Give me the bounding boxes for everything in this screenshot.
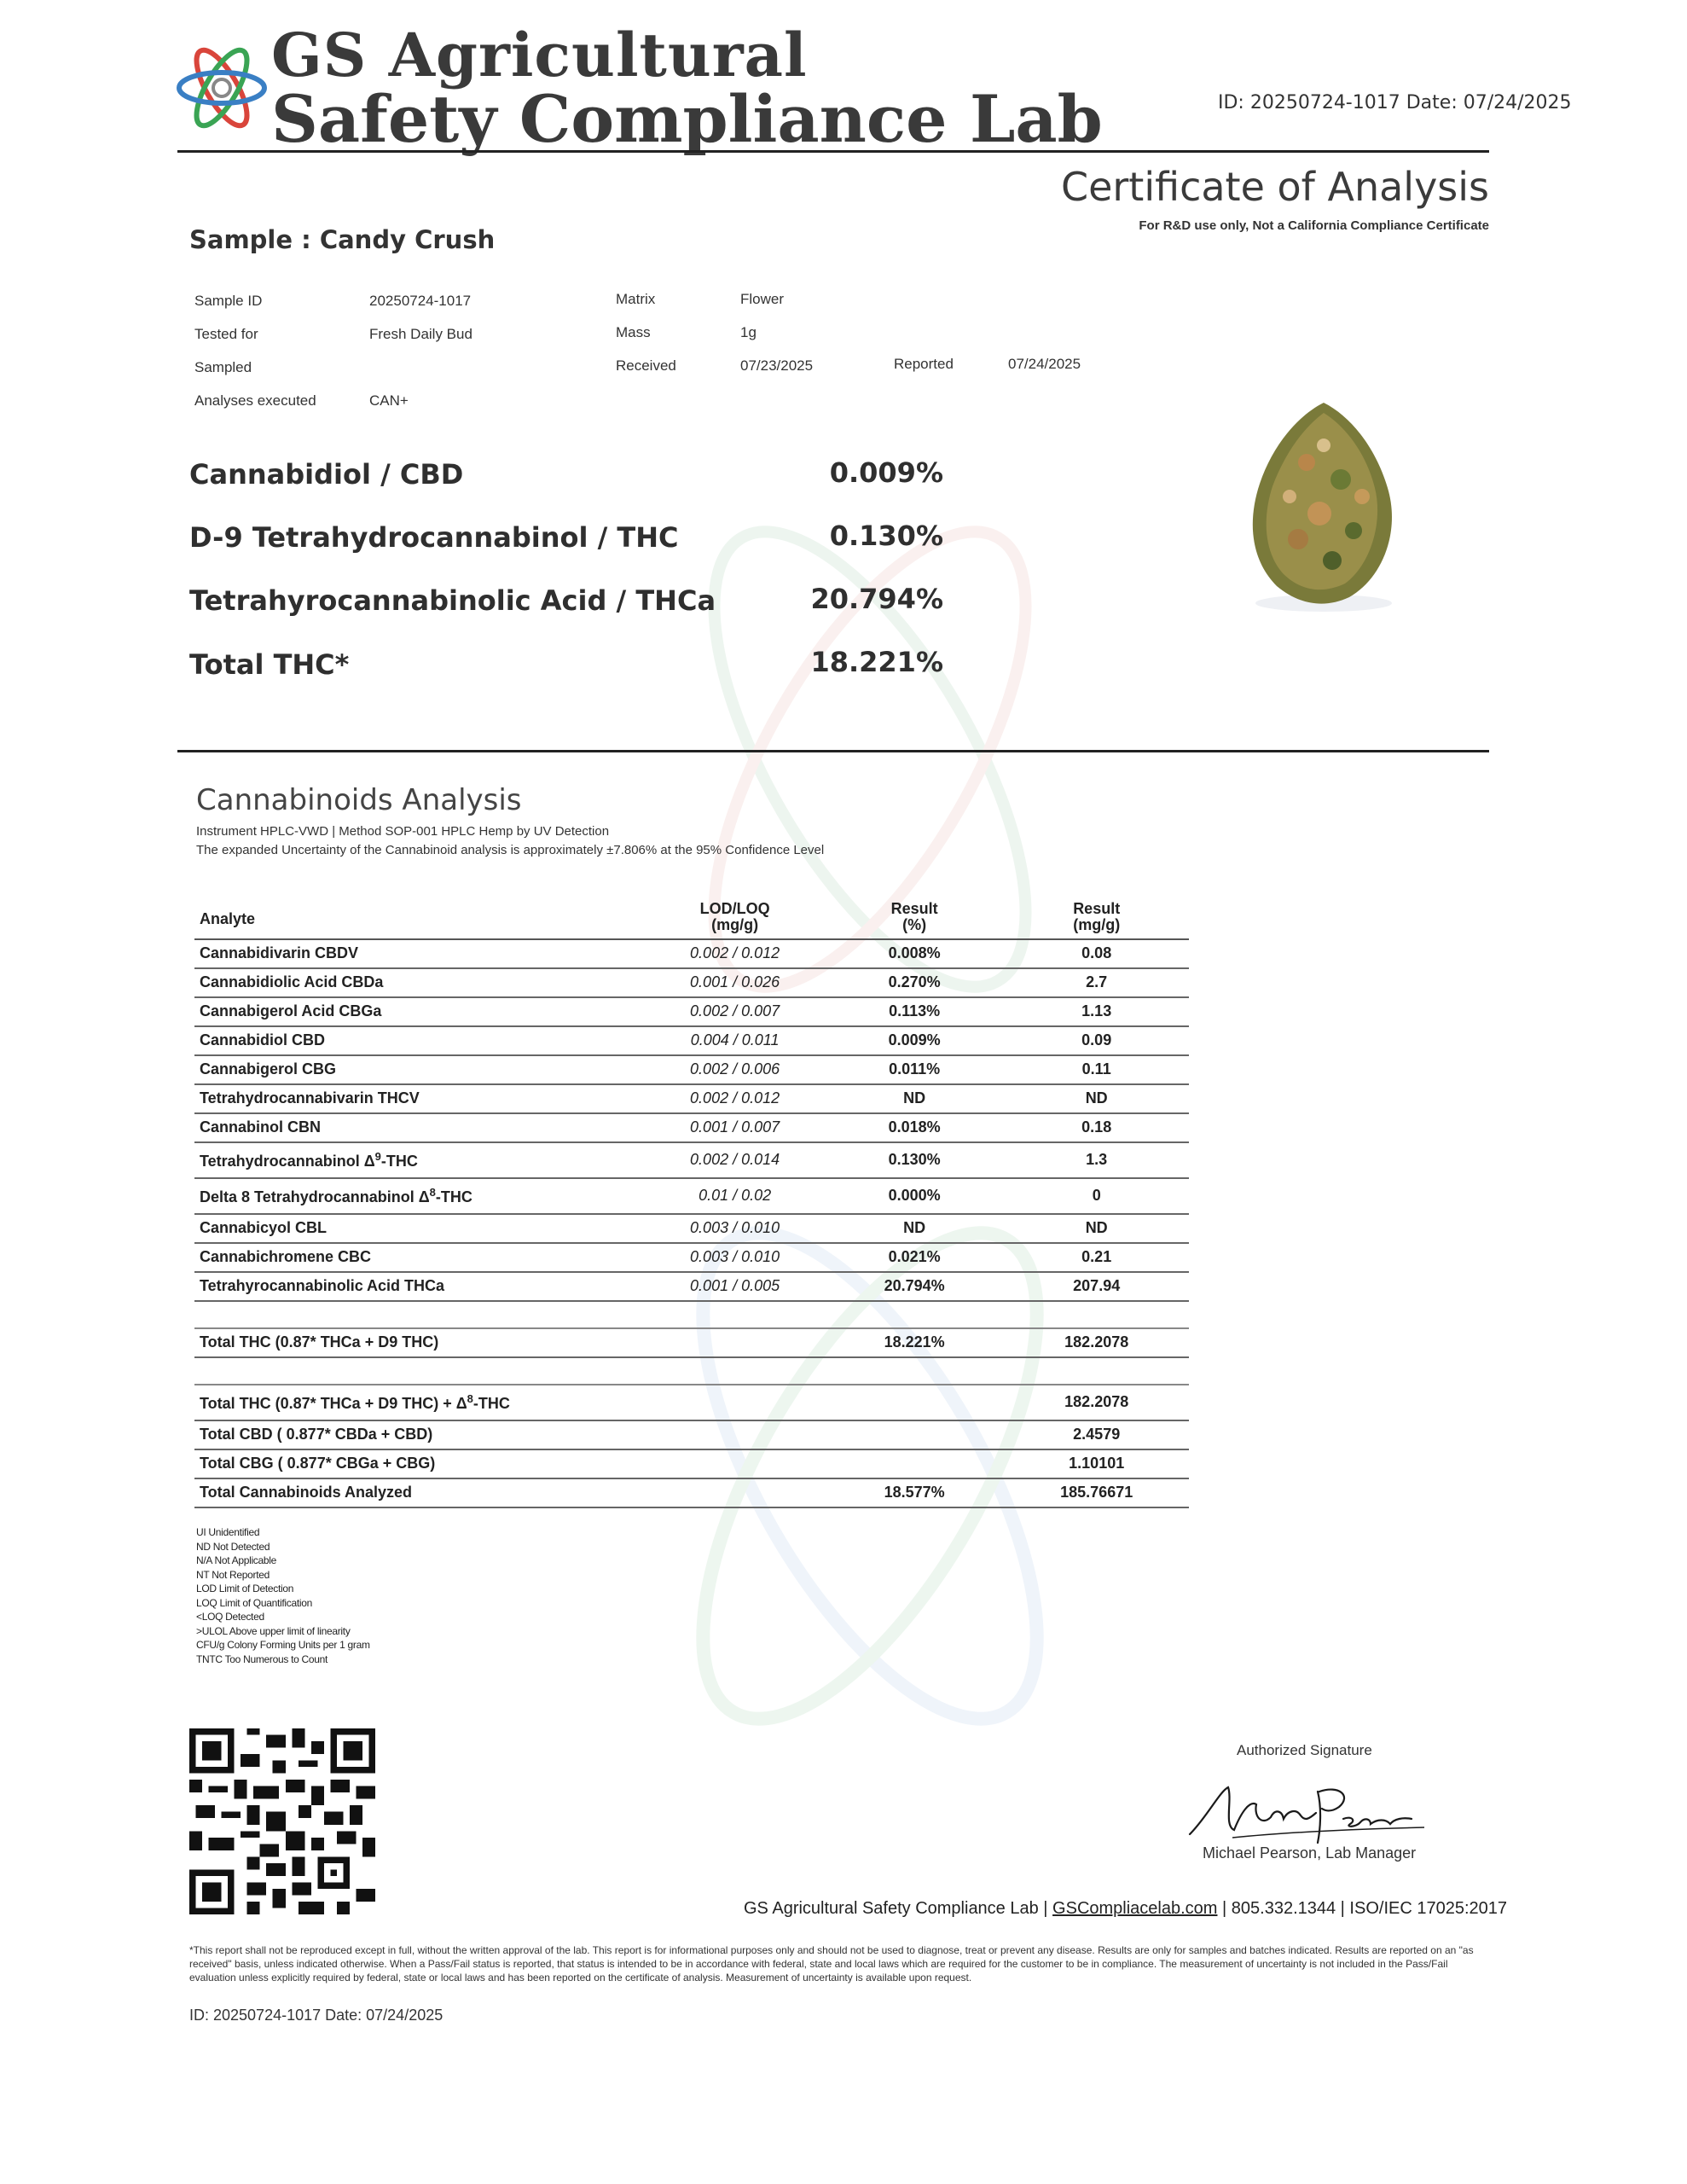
table-header-row bbox=[194, 901, 1189, 939]
legend-item: CFU/g Colony Forming Units per 1 gram bbox=[196, 1639, 370, 1651]
col-analyte: Analyte bbox=[194, 901, 645, 939]
reported-label: Reported bbox=[894, 356, 954, 372]
cannabinoids-table bbox=[194, 901, 1189, 1508]
lab-name bbox=[271, 20, 1103, 157]
atom-logo-icon bbox=[175, 32, 269, 143]
table-row-d9-thc: Tetrahydrocannabinol $\Delta^9$-THC 0.002 / 0.014 0.130% 1.3 bbox=[194, 1142, 1189, 1178]
col-result-mg: Result (mg/g) bbox=[1004, 901, 1189, 939]
analysis-instrument: Instrument HPLC-VWD | Method SOP-001 HPLC Hemp by UV Detection bbox=[196, 824, 610, 839]
sample-title: Sample : Candy Crush bbox=[189, 225, 496, 254]
table-row: Cannabicyol CBL 0.003 / 0.010 ND ND bbox=[194, 1214, 1189, 1243]
table-row: Cannabigerol CBG 0.002 / 0.006 0.011% 0.11 bbox=[194, 1055, 1189, 1084]
table-row-total-cannabinoids: Total Cannabinoids Analyzed 18.577% 185.76671 bbox=[194, 1478, 1189, 1507]
table-row: Cannabidivarin CBDV 0.002 / 0.012 0.008% 0.08 bbox=[194, 939, 1189, 968]
legend-item: LOD Limit of Detection bbox=[196, 1583, 294, 1594]
tested-for-label: Tested for bbox=[194, 326, 258, 342]
matrix-label: Matrix bbox=[616, 291, 656, 307]
table-row: Cannabigerol Acid CBGa 0.002 / 0.007 0.113% 1.13 bbox=[194, 997, 1189, 1026]
headline-value-total-thc: 18.221% bbox=[810, 646, 943, 678]
headline-label-total-thc: Total THC* bbox=[189, 648, 350, 681]
table-row: Cannabidiol CBD 0.004 / 0.011 0.009% 0.09 bbox=[194, 1026, 1189, 1055]
website-link[interactable]: GSCompliacelab.com bbox=[1052, 1899, 1218, 1918]
legend-item: ND Not Detected bbox=[196, 1540, 270, 1553]
headline-value-thc: 0.130% bbox=[829, 520, 943, 552]
lab-name-line2: Safety Compliance Lab bbox=[271, 81, 1103, 157]
header-divider bbox=[177, 150, 1489, 153]
sample-id-label: Sample ID bbox=[194, 293, 263, 309]
received-label: Received bbox=[616, 357, 676, 374]
legend-item: N/A Not Applicable bbox=[196, 1554, 276, 1566]
table-spacer bbox=[194, 1301, 1189, 1328]
matrix-value: Flower bbox=[740, 291, 785, 307]
analysis-uncertainty: The expanded Uncertainty of the Cannabinoid analysis is approximately ±7.806% at the 95% Confidence Level bbox=[196, 843, 825, 857]
received-value: 07/23/2025 bbox=[740, 357, 814, 374]
table-row-total-thc-d8: Total THC (0.87* THCa + D9 $THC) + \Delta^8$-THC 182.2078 bbox=[194, 1385, 1189, 1420]
sampled-label: Sampled bbox=[194, 359, 252, 375]
authorized-signature-label: Authorized Signature bbox=[1237, 1742, 1372, 1758]
col-lod-loq: LOD/LOQ (mg/g) bbox=[645, 901, 825, 939]
table-row: Tetrahydrocannabivarin THCV 0.002 / 0.012 ND ND bbox=[194, 1084, 1189, 1113]
tested-for-value: Fresh Daily Bud bbox=[369, 326, 472, 342]
legend-item: UI Unidentified bbox=[196, 1526, 260, 1538]
headline-label-thca: Tetrahyrocannabinolic Acid / THCa bbox=[189, 584, 716, 617]
signer-name: Michael Pearson, Lab Manager bbox=[1203, 1844, 1417, 1862]
headline-label-cbd: Cannabidiol / CBD bbox=[189, 458, 464, 491]
table-row-total-thc: Total THC (0.87* THCa + D9 THC) 18.221% 182.2078 bbox=[194, 1328, 1189, 1357]
legend-item: NT Not Reported bbox=[196, 1568, 270, 1581]
abbreviation-legend bbox=[196, 1525, 370, 1666]
reported-value: 07/24/2025 bbox=[1008, 356, 1081, 372]
mass-value: 1g bbox=[740, 324, 757, 340]
legend-item: >ULOL Above upper limit of linearity bbox=[196, 1624, 351, 1637]
table-row-total-cbd: Total CBD ( 0.877* CBDa + CBD) 2.4579 bbox=[194, 1420, 1189, 1449]
col-result-pct: Result (%) bbox=[825, 901, 1004, 939]
mass-label: Mass bbox=[616, 324, 651, 340]
table-row: Cannabinol CBN 0.001 / 0.007 0.018% 0.18 bbox=[194, 1113, 1189, 1142]
legend-item: LOQ Limit of Quantification bbox=[196, 1596, 312, 1609]
table-row: Cannabidiolic Acid CBDa 0.001 / 0.026 0.270% 2.7 bbox=[194, 968, 1189, 997]
table-row-total-cbg: Total CBG ( 0.877* CBGa + CBG) 1.10101 bbox=[194, 1449, 1189, 1478]
footer-id-date: ID: 20250724-1017 Date: 07/24/2025 bbox=[189, 2007, 443, 2024]
section-divider bbox=[177, 750, 1489, 752]
table-row-d8-thc: Delta 8 Tetrahydrocannabinol $\Delta^8$-THC 0.01 / 0.02 0.000% 0 bbox=[194, 1178, 1189, 1214]
flower-bud-image bbox=[1238, 394, 1409, 616]
lab-name-line1: GS Agricultural bbox=[271, 20, 808, 90]
table-row: Cannabichromene CBC 0.003 / 0.010 0.021% 0.21 bbox=[194, 1243, 1189, 1272]
qr-code[interactable] bbox=[189, 1728, 375, 1914]
table-spacer bbox=[194, 1357, 1189, 1385]
footer-lab-contact: GS Agricultural Safety Compliance Lab | GSCompliacelab.com | 805.332.1344 | ISO/IEC 17025:2017 bbox=[744, 1899, 1507, 1918]
certificate-subtitle: For R&D use only, Not a California Compliance Certificate bbox=[1139, 218, 1489, 233]
table-row: Tetrahyrocannabinolic Acid THCa 0.001 / 0.005 20.794% 207.94 bbox=[194, 1272, 1189, 1301]
legend-item: <LOQ Detected bbox=[196, 1611, 264, 1623]
legend-item: TNTC Too Numerous to Count bbox=[196, 1653, 328, 1665]
header-id-date: ID: 20250724-1017 Date: 07/24/2025 bbox=[1218, 92, 1572, 113]
analyses-value: CAN+ bbox=[369, 392, 409, 409]
disclaimer-text: *This report shall not be reproduced except in full, without the written approval of the lab. This report is for informational purposes only and should not be used to diagnose, treat or prevent any disease. Results are only for samples and batches indicated. Results are reported on an "as received" basis, unless indicated otherwise. When a Pass/Fail status is reported, that status is intended to be in accordance with federal, state and local laws which are required for the customer to be in compliance. The measurement of uncertainty is not included in the Pass/Fail evaluation unless explicitly required by federal, state or local laws and has been reported on the certificate of analysis. Measurement of uncertainty is available upon request. bbox=[189, 1944, 1474, 1984]
certificate-title: Certificate of Analysis bbox=[1060, 164, 1489, 210]
headline-label-thc: D-9 Tetrahydrocannabinol / THC bbox=[189, 521, 679, 554]
headline-value-thca: 20.794% bbox=[810, 583, 943, 615]
analyses-label: Analyses executed bbox=[194, 392, 316, 409]
headline-value-cbd: 0.009% bbox=[829, 456, 943, 489]
analysis-title: Cannabinoids Analysis bbox=[196, 783, 522, 817]
sample-id-value: 20250724-1017 bbox=[369, 293, 472, 309]
